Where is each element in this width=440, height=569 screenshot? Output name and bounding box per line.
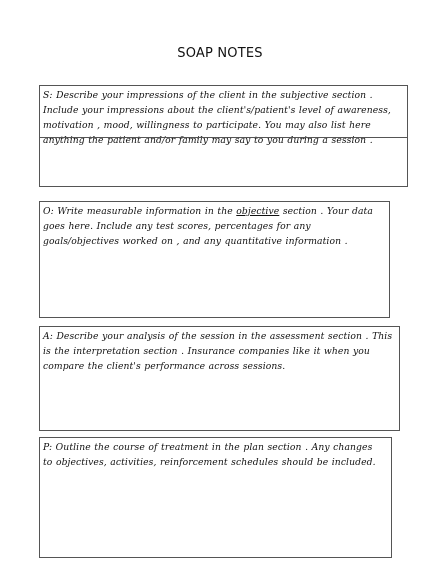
plan-section xyxy=(39,437,392,558)
subjective-section xyxy=(39,85,408,187)
subjective-text: S: Describe your impressions of the client in the subjective section . Include your impressions about the client's/patient's level of awareness, motivation , mood, willingness to participate. You may also list here anything the patient and/or family may say to you during a session . xyxy=(43,90,391,146)
page-title: SOAP NOTES xyxy=(177,46,263,61)
subjective-divider xyxy=(40,137,407,138)
assessment-text: A: Describe your analysis of the session in the assessment section . This is the interpretation section . Insurance companies like it when you compare the client's performance across sessions. xyxy=(43,331,393,372)
objective-text xyxy=(43,204,383,249)
objective-text-start: O: Write measurable information in the xyxy=(43,206,237,217)
objective-text-end: section . Your data goes here. Include any test scores, percentages for any goals/objectives worked on , and any quantitative information . xyxy=(43,206,373,247)
assessment-section xyxy=(39,326,400,431)
plan-text: P: Outline the course of treatment in the plan section . Any changes to objectives, activities, reinforcement schedules should be included. xyxy=(43,442,376,468)
objective-section xyxy=(39,201,390,318)
objective-keyword: objective xyxy=(236,206,280,217)
